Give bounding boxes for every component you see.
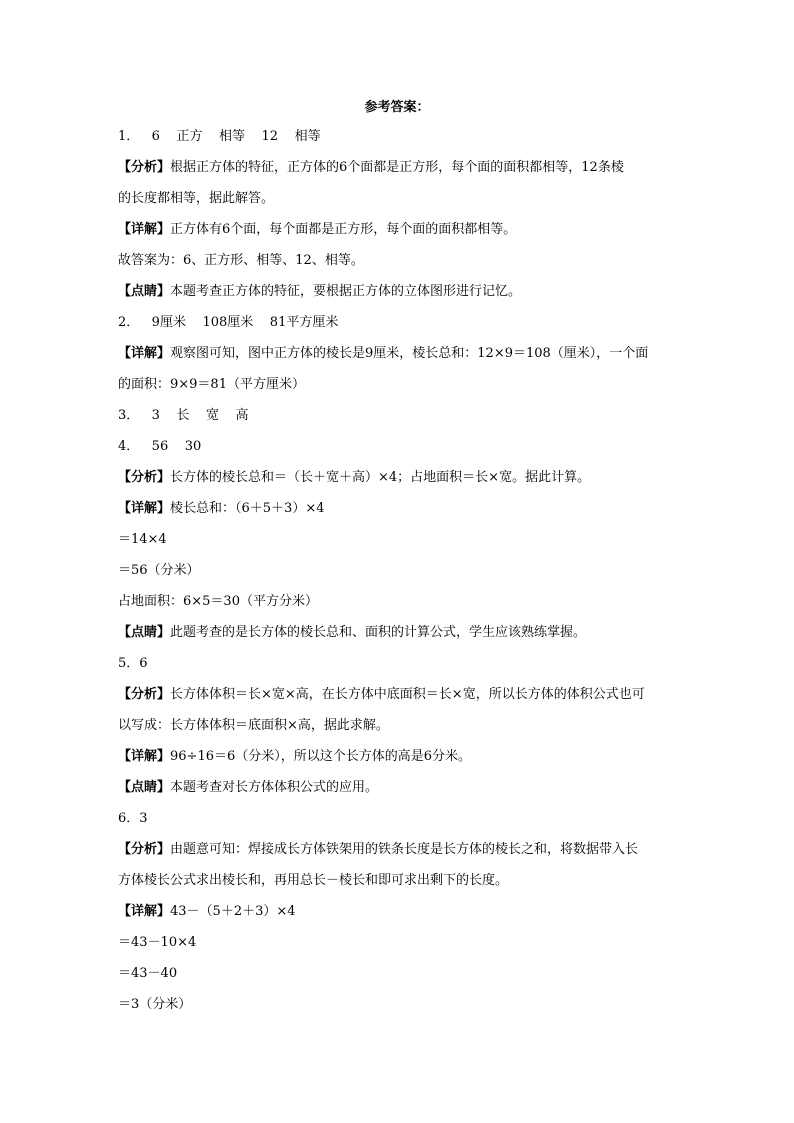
answer-line	[118, 896, 678, 927]
line-text: 根据正方体的特征，正方体的6个面都是正方形，每个面的面积都相等，12条棱	[170, 160, 624, 175]
answer-line	[118, 214, 678, 245]
answer-line	[118, 741, 678, 772]
line-text: 由题意可知：焊接成长方体铁架用的铁条长度是长方体的棱长之和，将数据带入长	[170, 842, 639, 857]
section-tag: 【分析】	[118, 687, 171, 702]
answer-line	[118, 369, 678, 400]
answer-line	[118, 493, 678, 524]
section-tag: 【详解】	[118, 749, 171, 764]
answer-line	[118, 400, 678, 431]
line-text: 5．6	[118, 656, 148, 671]
line-text: 3． 3 长 宽 高	[118, 408, 249, 423]
line-text: 1． 6 正方 相等 12 相等	[118, 129, 321, 144]
line-text: 长方体的棱长总和＝（长＋宽＋高）×4；占地面积＝长×宽。据此计算。	[170, 470, 591, 485]
line-text: 本题考查对长方体体积公式的应用。	[170, 780, 379, 795]
section-tag: 【详解】	[118, 346, 171, 361]
answer-line	[118, 865, 678, 896]
line-text: 占地面积：6×5＝30（平方分米）	[118, 594, 318, 609]
section-tag: 【点睛】	[118, 284, 171, 299]
answer-line	[118, 803, 678, 834]
section-tag: 【详解】	[118, 904, 171, 919]
line-text: 正方体有6个面，每个面都是正方形，每个面的面积都相等。	[170, 222, 517, 237]
section-tag: 【详解】	[118, 222, 171, 237]
answer-line	[118, 710, 678, 741]
answer-line	[118, 555, 678, 586]
answer-line	[118, 462, 678, 493]
page-title: 参考答案：	[364, 100, 430, 115]
line-text: 的面积：9×9＝81（平方厘米）	[118, 377, 305, 392]
line-text: 此题考查的是长方体的棱长总和、面积的计算公式，学生应该熟练掌握。	[170, 625, 587, 640]
answer-line	[118, 245, 678, 276]
line-text: ＝14×4	[118, 532, 167, 547]
answer-content	[118, 121, 678, 1020]
line-text: ＝43－10×4	[118, 935, 197, 950]
section-tag: 【分析】	[118, 470, 171, 485]
line-text: 长方体体积＝长×宽×高，在长方体中底面积＝长×宽，所以长方体的体积公式也可	[170, 687, 645, 702]
line-text: 棱长总和：（6＋5＋3）×4	[170, 501, 325, 516]
answer-line	[118, 338, 678, 369]
answer-line	[118, 617, 678, 648]
line-text: 故答案为：6、正方形、相等、12、相等。	[118, 253, 364, 268]
answer-line	[118, 679, 678, 710]
line-text: 96÷16＝6（分米），所以这个长方体的高是6分米。	[170, 749, 472, 764]
section-tag: 【点睛】	[118, 625, 171, 640]
answer-line	[118, 183, 678, 214]
line-text: 2． 9厘米 108厘米 81平方厘米	[118, 315, 339, 330]
answer-line	[118, 958, 678, 989]
answer-line	[118, 927, 678, 958]
line-text: 以写成：长方体体积＝底面积×高，据此求解。	[118, 718, 389, 733]
section-tag: 【分析】	[118, 160, 171, 175]
answer-line	[118, 834, 678, 865]
line-text: 本题考查正方体的特征，要根据正方体的立体图形进行记忆。	[170, 284, 522, 299]
line-text: 观察图可知，图中正方体的棱长是9厘米，棱长总和：12×9＝108（厘米），一个面	[170, 346, 649, 361]
line-text: 方体棱长公式求出棱长和，再用总长－棱长和即可求出剩下的长度。	[118, 873, 509, 888]
line-text: 6．3	[118, 811, 148, 826]
answer-line	[118, 989, 678, 1020]
section-tag: 【点睛】	[118, 780, 171, 795]
answer-line	[118, 586, 678, 617]
answer-line	[118, 307, 678, 338]
answer-line	[118, 431, 678, 462]
line-text: 43－（5＋2＋3）×4	[170, 904, 296, 919]
answer-line	[118, 524, 678, 555]
section-tag: 【分析】	[118, 842, 171, 857]
answer-line	[118, 772, 678, 803]
answer-line	[118, 276, 678, 307]
line-text: ＝43－40	[118, 966, 178, 981]
answer-line	[118, 121, 678, 152]
line-text: 的长度都相等，据此解答。	[118, 191, 275, 206]
section-tag: 【详解】	[118, 501, 171, 516]
line-text: 4． 56 30	[118, 439, 202, 454]
answer-line	[118, 152, 678, 183]
answer-line	[118, 648, 678, 679]
line-text: ＝3（分米）	[118, 997, 192, 1012]
line-text: ＝56（分米）	[118, 563, 200, 578]
